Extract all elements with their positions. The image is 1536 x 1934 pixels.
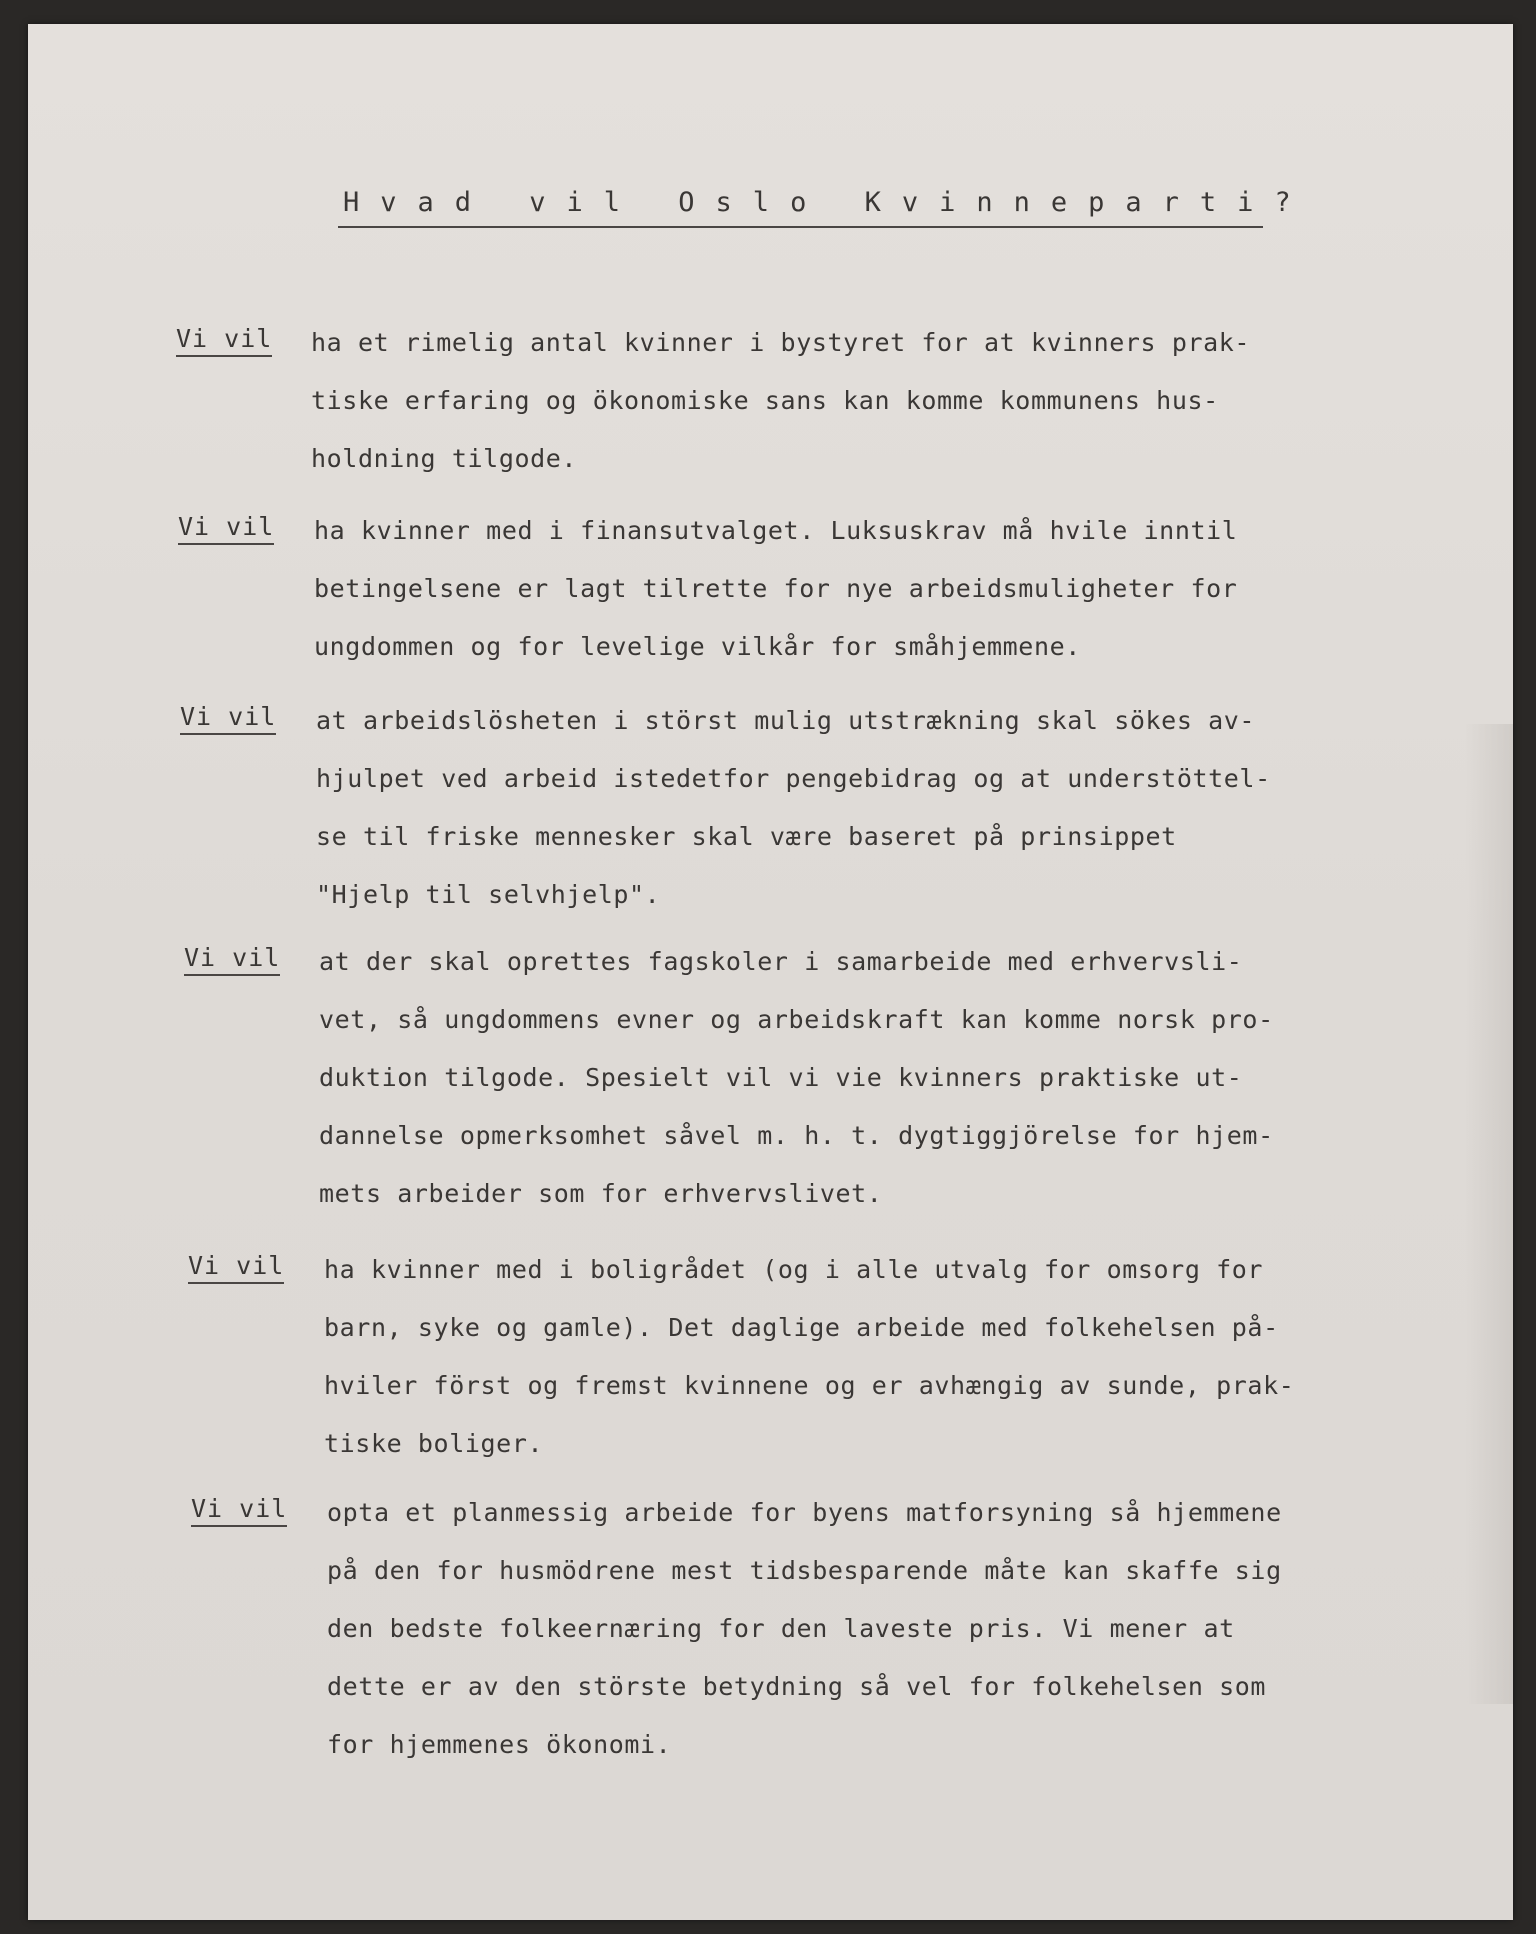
title-underline: [338, 226, 1263, 228]
text-line: "Hjelp til selvhjelp".: [316, 880, 661, 909]
text-line: se til friske mennesker skal være baseret på prinsippet: [316, 822, 1177, 851]
text-line: ha kvinner med i finansutvalget. Luksuskrav må hvile inntil: [314, 516, 1238, 545]
document-title: Hvad vil Oslo Kvinneparti?: [343, 187, 1312, 218]
text-line: hviler först og fremst kvinnene og er avhængig av sunde, prak-: [324, 1371, 1295, 1400]
item-text: [319, 933, 1274, 1223]
text-line: på den for husmödrene mest tidsbesparende måte kan skaffe sig: [327, 1556, 1282, 1585]
item-label: Vi vil: [178, 512, 274, 545]
text-line: tiske erfaring og ökonomiske sans kan komme kommunens hus-: [311, 386, 1219, 415]
text-line: ungdommen og for levelige vilkår for småhjemmene.: [314, 632, 1081, 661]
item-label: Vi vil: [191, 1494, 287, 1527]
item-text: [327, 1484, 1282, 1774]
text-line: at der skal oprettes fagskoler i samarbeide med erhvervsli-: [319, 947, 1243, 976]
item-label: Vi vil: [188, 1251, 284, 1284]
text-line: holdning tilgode.: [311, 444, 578, 473]
text-line: den bedste folkeernæring for den laveste pris. Vi mener at: [327, 1614, 1235, 1643]
text-line: opta et planmessig arbeide for byens matforsyning så hjemmene: [327, 1498, 1282, 1527]
item-text: [316, 692, 1271, 924]
text-line: at arbeidslösheten i störst mulig utstrækning skal sökes av-: [316, 706, 1256, 735]
item-text: [314, 502, 1237, 676]
item-label: Vi vil: [176, 324, 272, 357]
item-text: [324, 1241, 1294, 1473]
text-line: duktion tilgode. Spesielt vil vi vie kvinners praktiske ut-: [319, 1063, 1243, 1092]
item-label: Vi vil: [184, 943, 280, 976]
text-line: betingelsene er lagt tilrette for nye arbeidsmuligheter for: [314, 574, 1238, 603]
text-line: tiske boliger.: [324, 1429, 544, 1458]
item-text: [311, 314, 1250, 488]
item-label: Vi vil: [180, 702, 276, 735]
text-line: mets arbeider som for erhvervslivet.: [319, 1179, 883, 1208]
text-line: dannelse opmerksomhet såvel m. h. t. dygtiggjörelse for hjem-: [319, 1121, 1274, 1150]
text-line: barn, syke og gamle). Det daglige arbeide med folkehelsen på-: [324, 1313, 1279, 1342]
text-line: vet, så ungdommens evner og arbeidskraft kan komme norsk pro-: [319, 1005, 1274, 1034]
text-line: hjulpet ved arbeid istedetfor pengebidrag og at understöttel-: [316, 764, 1271, 793]
text-line: ha kvinner med i boligrådet (og i alle utvalg for omsorg for: [324, 1255, 1264, 1284]
text-line: dette er av den störste betydning så vel for folkehelsen som: [327, 1672, 1267, 1701]
text-line: for hjemmenes ökonomi.: [327, 1730, 672, 1759]
text-line: ha et rimelig antal kvinner i bystyret for at kvinners prak-: [311, 328, 1251, 357]
document-page: [28, 24, 1513, 1920]
